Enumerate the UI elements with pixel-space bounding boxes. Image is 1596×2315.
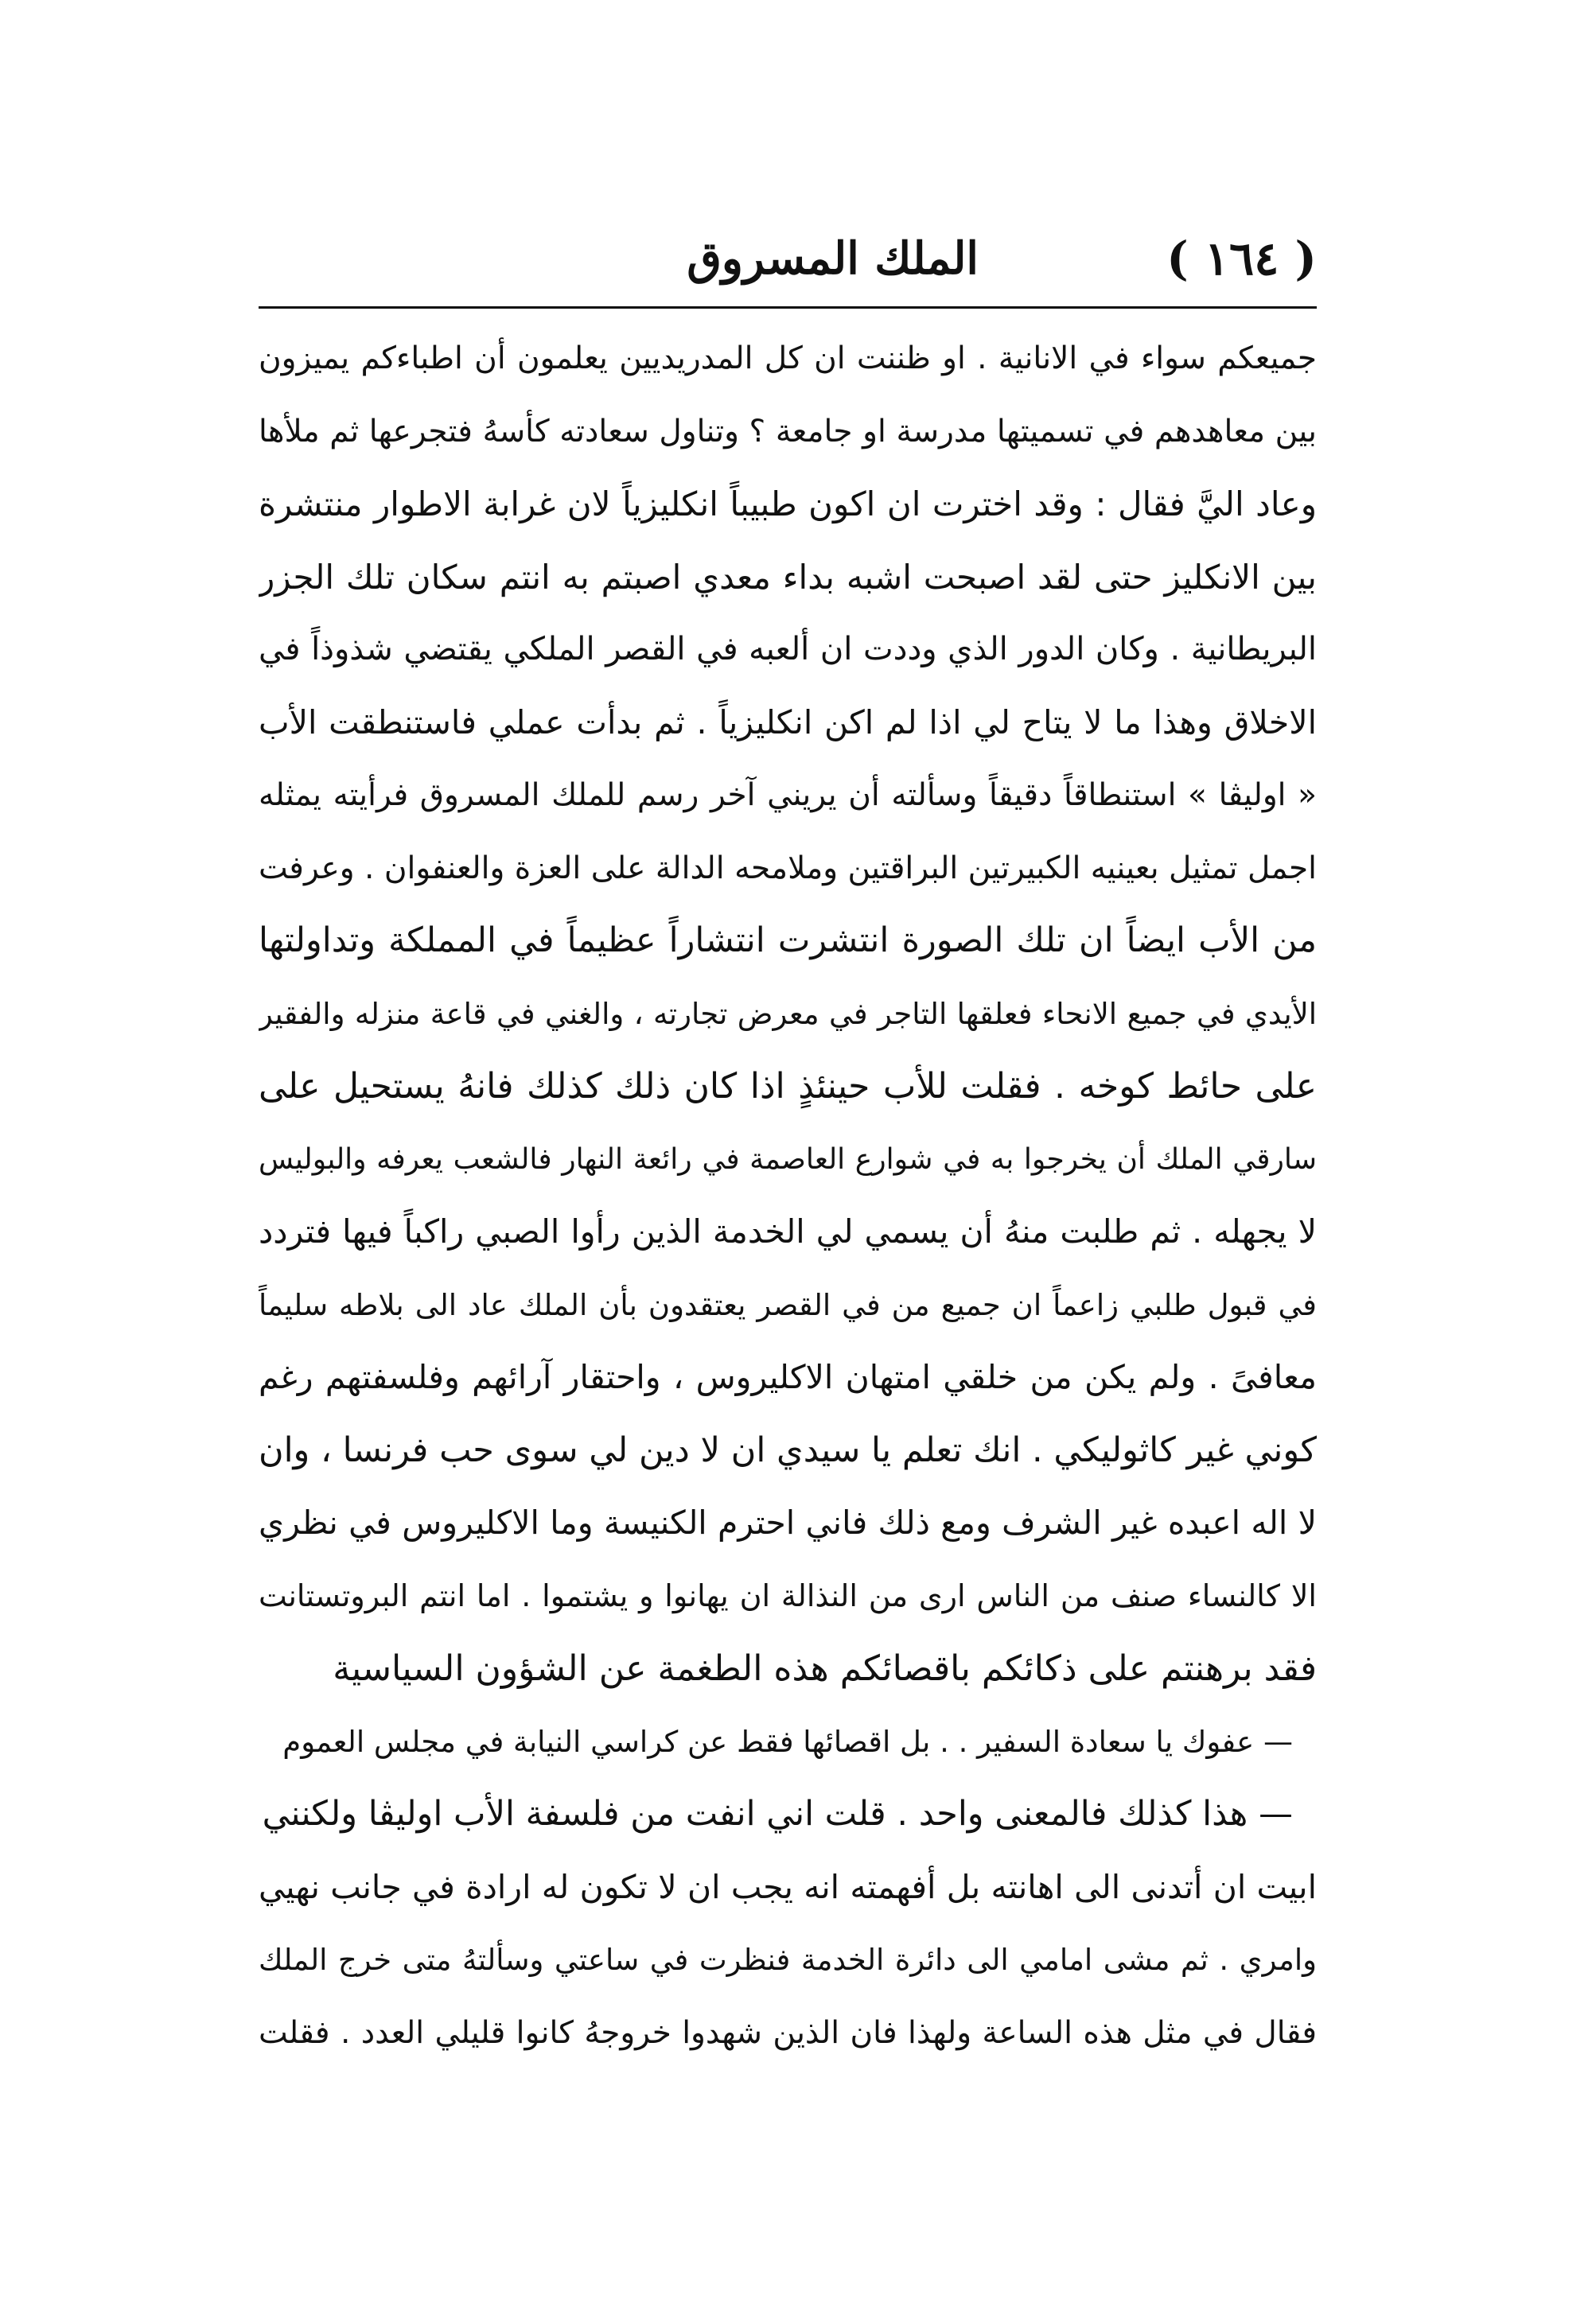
dialogue-line: — عفوك يا سعادة السفير . . بل اقصائها فقط عن كراسي النيابة في مجلس العموم: [282, 1724, 1293, 1759]
text-line: فقال في مثل هذه الساعة ولهذا فان الذين شهدوا خروجهُ كانوا قليلي العدد . فقلت: [259, 2014, 1317, 2051]
text-line: سارقي الملك أن يخرجوا به في شوارع العاصمة في رائعة النهار فالشعب يعرفه والبوليس: [259, 1142, 1317, 1176]
dialogue-line: — هذا كذلك فالمعنى واحد . قلت اني انفت من فلسفة الأب اوليڤا ولكنني: [262, 1794, 1293, 1834]
text-line: في قبول طلبي زاعماً ان جميع من في القصر يعتقدون بأن الملك عاد الى بلاطه سليماً: [259, 1287, 1317, 1322]
text-line: ابيت ان أتدنى الى اهانته بل أفهمته انه يجب ان لا تكون له ارادة في جانب نهيي: [259, 1867, 1317, 1906]
text-line: من الأب ايضاً ان تلك الصورة انتشرت انتشاراً عظيماً في المملكة وتداولتها: [259, 920, 1317, 960]
text-line: وعاد اليَّ فقال : وقد اخترت ان اكون طبيباً انكليزياً لان غرابة الاطوار منتشرة: [259, 484, 1317, 523]
text-line: كوني غير كاثوليكي . انك تعلم يا سيدي ان لا دين لي سوى حب فرنسا ، وان: [259, 1430, 1317, 1470]
text-line: لا اله اعبده غير الشرف ومع ذلك فاني احترم الكنيسة وما الاكليروس في نظري: [259, 1504, 1317, 1542]
text-line: معافىً . ولم يكن من خلقي امتهان الاكليروس ، واحتقار آرائهم وفلسفتهم رغم: [259, 1358, 1317, 1396]
running-title: الملك المسروق: [687, 232, 979, 285]
text-line: اجمل تمثيل بعينيه الكبيرتين البراقتين وملامحه الدالة على العزة والعنفوان . وعرفت: [259, 850, 1317, 886]
text-line: الا كالنساء صنف من الناس ارى من النذالة ان يهانوا و يشتموا . اما انتم البروتستانت: [259, 1578, 1317, 1613]
text-line: الاخلاق وهذا ما لا يتاح لي اذا لم اكن انكليزياً . ثم بدأت عملي فاستنطقت الأب: [259, 702, 1317, 741]
text-line: الأيدي في جميع الانحاء فعلقها التاجر في معرض تجارته ، والغني في قاعة منزله والفقير: [259, 996, 1317, 1031]
text-line: فقد برهنتم على ذكائكم باقصائكم هذه الطغمة عن الشؤون السياسية: [333, 1648, 1317, 1689]
text-line: وامري . ثم مشى امامي الى دائرة الخدمة فنظرت في ساعتي وسألتهُ متى خرج الملك: [259, 1943, 1317, 1977]
page-number: ( ١٦٤ ): [1166, 231, 1317, 286]
text-line: بين الانكليز حتى لقد اصبحت اشبه بداء معدي اصبتم به انتم سكان تلك الجزر: [259, 557, 1317, 597]
text-line: لا يجهله . ثم طلبت منهُ أن يسمي لي الخدمة الذين رأوا الصبي راكباً فيها فتردد: [259, 1212, 1317, 1251]
text-line: جميعكم سواء في الانانية . او ظننت ان كل المدريديين يعلمون أن اطباءكم يميزون: [259, 340, 1317, 376]
page-header: [259, 227, 1317, 290]
body-text: [259, 322, 1317, 2069]
text-line: على حائط كوخه . فقلت للأب حينئذٍ اذا كان ذلك كذلك فانهُ يستحيل على: [259, 1066, 1317, 1107]
header-rule: [259, 306, 1317, 309]
text-line: بين معاهدهم في تسميتها مدرسة او جامعة ؟ وتناول سعادته كأسهُ فتجرعها ثم ملأها: [259, 413, 1317, 449]
text-line: « اوليڤا » استنطاقاً دقيقاً وسألته أن يريني آخر رسم للملك المسروق فرأيته يمثله: [259, 777, 1317, 813]
text-line: البريطانية . وكان الدور الذي وددت ان ألعبه في القصر الملكي يقتضي شذوذاً في: [259, 631, 1317, 667]
